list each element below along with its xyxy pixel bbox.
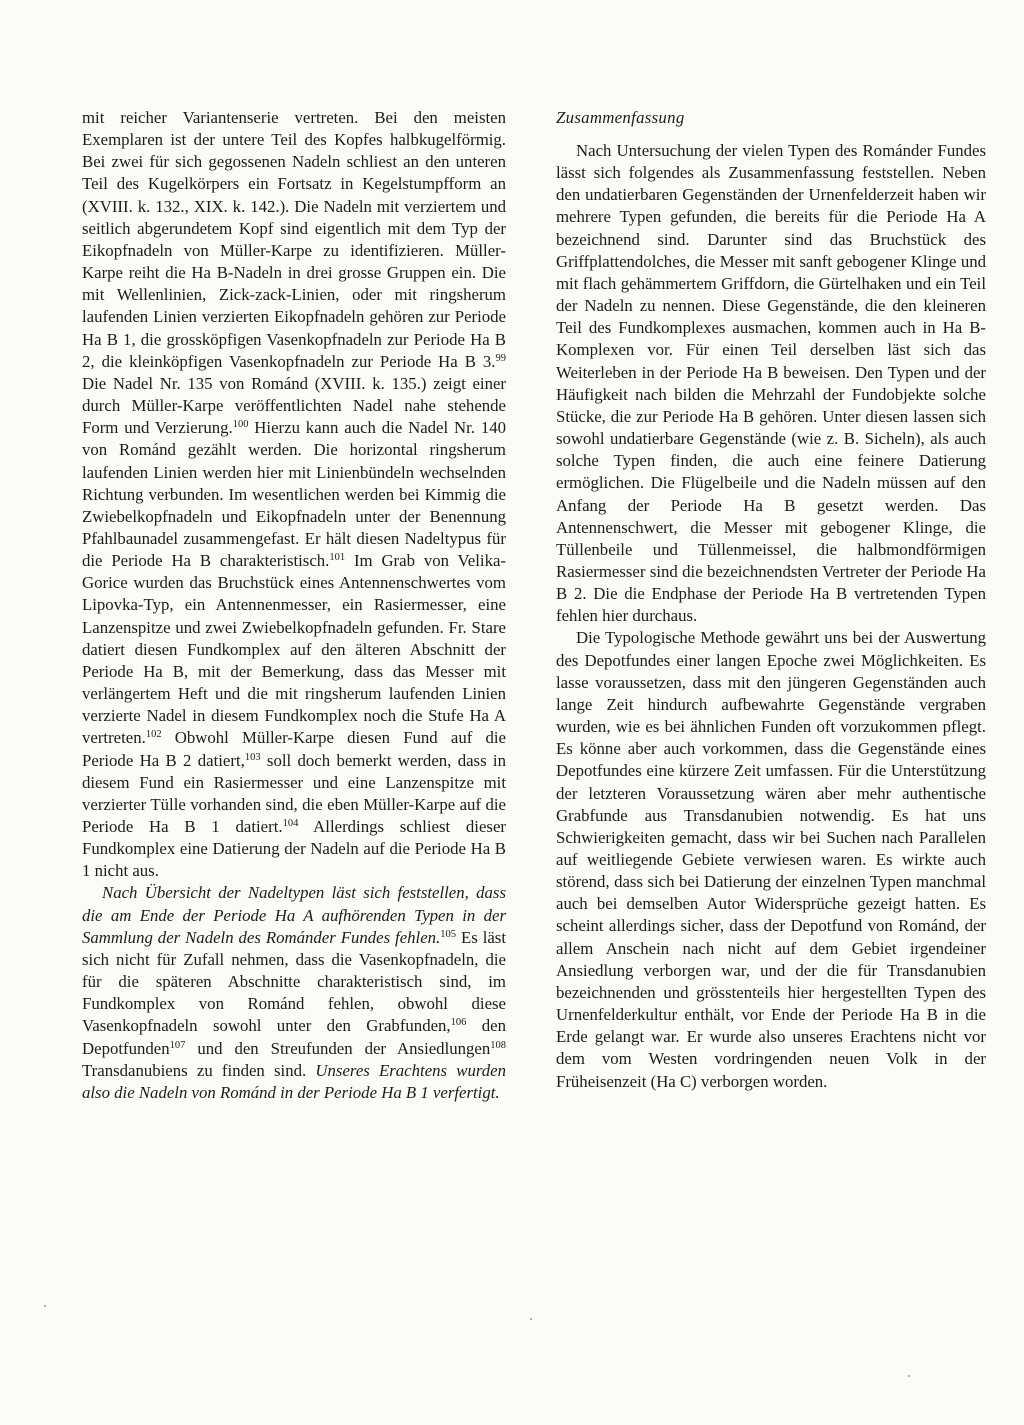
italic-text: Nach Übersicht der Nadeltypen läst sich feststellen, dass die am Ende der Periode Ha A aufhörenden Typen in der Sammlung der Nadeln des Románder Fundes fehlen.	[82, 883, 506, 947]
text-run: Es läst sich nicht für Zufall nehmen, dass die Vasenkopfnadeln, die für die späteren Abschnitte charakteristisch sind, im Fundkomplex von Románd fehlen, obwohl diese Vasenkopfnadeln sowohl unter den Grabfunden,	[82, 927, 506, 1036]
scan-speck	[44, 1305, 46, 1307]
text-run: soll doch bemerkt werden, dass in diesem Fund ein Rasiermesser und eine Lanzenspitze mit verzierter Tülle vorhanden sind, die eben Müller-Karpe auf die Periode Ha B 1 datiert.	[82, 750, 506, 836]
text-run: und den Streufunden der Ansiedlungen	[185, 1038, 491, 1058]
text-run: Hierzu kann auch die Nadel Nr. 140 von Románd gezählt werden. Die horizontal ringsherum laufenden Linien werden hier mit Linienbündeln wechselnden Richtung verbunden. Im wesentlichen werden bei Kimmig die Zwiebelkopfnadeln und Eikopfnadeln unter der Benennung Pfahlbaunadel zusammengefast. Er hält diesen Nadeltypus für die Periode Ha B charakteristisch.	[82, 418, 506, 571]
left-paragraph-1	[82, 107, 506, 882]
text-run: Die Nadel Nr. 135 von Románd (XVIII. k. 135.) zeigt einer durch Müller-Karpe veröffentlichten Nadel nahe stehende Form und Verzierung.	[82, 373, 506, 438]
text-run: Nach Untersuchung der vielen Typen des Románder Fundes lässt sich folgendes als Zusammenfassung feststellen. Neben den undatierbaren Gegenständen der Urnenfelderzeit haben wir mehrere Typen gefunden, die bereits für die Periode Ha A bezeichnend sind. Darunter sind das Bruchstück des Griffplattendolches, die Messer mit sanft gebogener Klinge und mit flach gehämmertem Griffdorn, die Gürtelhaken und ein Teil der Nadeln zu nennen. Diese Gegenstände, die den kleineren Teil des Fundkomplexes ausmachen, kommen auch in Ha B-Komplexen vor. Für einen Teil derselben läst sich das Weiterleben in der Periode Ha B beweisen. Den Typen und der Häufigkeit nach bilden die Mehrzahl der Fundobjekte solche Stücke, die zur Periode Ha B gehören. Unter diesen lassen sich sowohl undatierbare Gegenstände (wie z. B. Sicheln), als auch solche Typen finden, die auch eine feinere Datierung ermöglichen. Die Flügelbeile und die Nadeln müssen auf den Anfang der Periode Ha B gesetzt werden. Das Antennenschwert, die Messer mit gebogener Klinge, die Tüllenbeile und Tüllenmeissel, die halbmondförmigen Rasiermesser sind die bezeichnendsten Vertreter der Periode Ha B 2. Die die Endphase der Periode Ha B vertretenden Typen fehlen hier durchaus.	[556, 141, 986, 626]
footnote-marker: 104	[282, 818, 299, 829]
text-run: den Depotfunden	[82, 1016, 506, 1058]
scan-speck	[908, 1375, 910, 1377]
italic-text: Unseres Erachtens wurden also die Nadeln von Románd in der Periode Ha B 1 verfertigt.	[82, 1060, 506, 1102]
footnote-marker: 101	[329, 552, 346, 564]
right-paragraph-1	[556, 140, 986, 627]
footnote-marker: 103	[244, 751, 261, 763]
footnote-marker: 102	[145, 729, 162, 741]
footnote-marker: 105	[440, 928, 457, 940]
footnote-marker: 106	[450, 1017, 467, 1029]
right-paragraph-2	[556, 627, 986, 1092]
text-run: Im Grab von Velika-Gorice wurden das Bruchstück eines Antennenschwertes vom Lipovka-Typ, ein Antennenmesser, ein Rasiermesser, eine Lanzenspitze und zwei Zwiebelkopfnadeln gefunden. Fr. Stare datiert diesen Fundkomplex auf den älteren Abschnitt der Periode Ha B, mit der Bemerkung, dass das Messer mit verlängertem Heft und die mit ringsherum laufenden Linien verzierte Nadel in diesem Fundkomplex noch die Stufe Ha A vertreten.	[82, 551, 506, 748]
right-column	[556, 107, 986, 1093]
text-run: Die Typologische Methode gewährt uns bei der Auswertung des Depotfundes einer langen Epoche zwei Möglichkeiten. Es lasse voraussetzen, dass mit den jüngeren Gegenständen auch lange Zeit hindurch aufbewahrte Gegenstände vergraben wurden, wie es bei ähnlichen Funden oft vorzukommen pflegt. Es könne aber auch vorkommen, dass die Gegenstände eines Depotfundes eine kürzere Zeit umfassen. Für die Unterstützung der letzteren Voraussetzung wären aber mehr authentische Grabfunde aus Transdanubien notwendig. Es hat uns Schwierigkeiten gemacht, dass wir bei Suchen nach Parallelen auf weitliegende Gebiete verwiesen waren. Es wirkte auch störend, dass sich bei Datierung der einzelnen Typen manchmal auch bei demselben Autor Widersprüche gezeigt hatten. Es scheint allerdings sicher, dass der Depotfund von Románd, der allem Anschein nach nicht auf dem Gebiet irgendeiner Ansiedlung verborgen war, und der die für Transdanubien bezeichnenden und grösstenteils hier hergestellten Typen des Urnenfelderkultur enthält, vor Ende der Periode Ha B in die Erde gelangt war. Er wurde also unseres Erachtens nicht vor dem vom Westen vordringenden neuen Volk in der Früheisenzeit (Ha C) verborgen worden.	[556, 628, 986, 1091]
footnote-marker: 107	[169, 1039, 186, 1051]
scan-speck	[530, 1318, 532, 1320]
footnote-marker: 100	[232, 419, 249, 431]
left-paragraph-2	[82, 882, 506, 1104]
text-run: mit reicher Variantenserie vertreten. Bei den meisten Exemplaren ist der untere Teil des Kopfes halbkugelförmig. Bei zwei für sich gegossenen Nadeln schliest an den unteren Teil des Kugelkörpers ein Fortsatz in Kegelstumpfform an (XVIII. k. 132., XIX. k. 142.). Die Nadeln mit verziertem und seitlich abgerundetem Kopf sind eigentlich mit dem Typ der Eikopfnadeln von Müller-Karpe zu identifizieren. Müller-Karpe reiht die Ha B-Nadeln in drei grosse Gruppen ein. Die mit Wellenlinien, Zick-zack-Linien, oder mit ringsherum laufenden Linien verzierten Eikopfnadeln gehören zur Periode Ha B 1, die grossköpfigen Vasenkopfnadeln zur Periode Ha B 2, die kleinköpfigen Vasenkopfnadeln zur Periode Ha B 3.	[82, 108, 506, 371]
text-run: Obwohl Müller-Karpe diesen Fund auf die Periode Ha B 2 datiert,	[82, 728, 506, 770]
text-run: Transdanubiens zu finden sind.	[82, 1060, 316, 1080]
left-column	[82, 107, 506, 1104]
footnote-marker: 99	[495, 352, 506, 364]
text-run: Allerdings schliest dieser Fundkomplex eine Datierung der Nadeln auf die Periode Ha B 1 nicht aus.	[82, 817, 506, 881]
section-heading: Zusammenfassung	[556, 108, 685, 127]
footnote-marker: 108	[490, 1039, 506, 1051]
